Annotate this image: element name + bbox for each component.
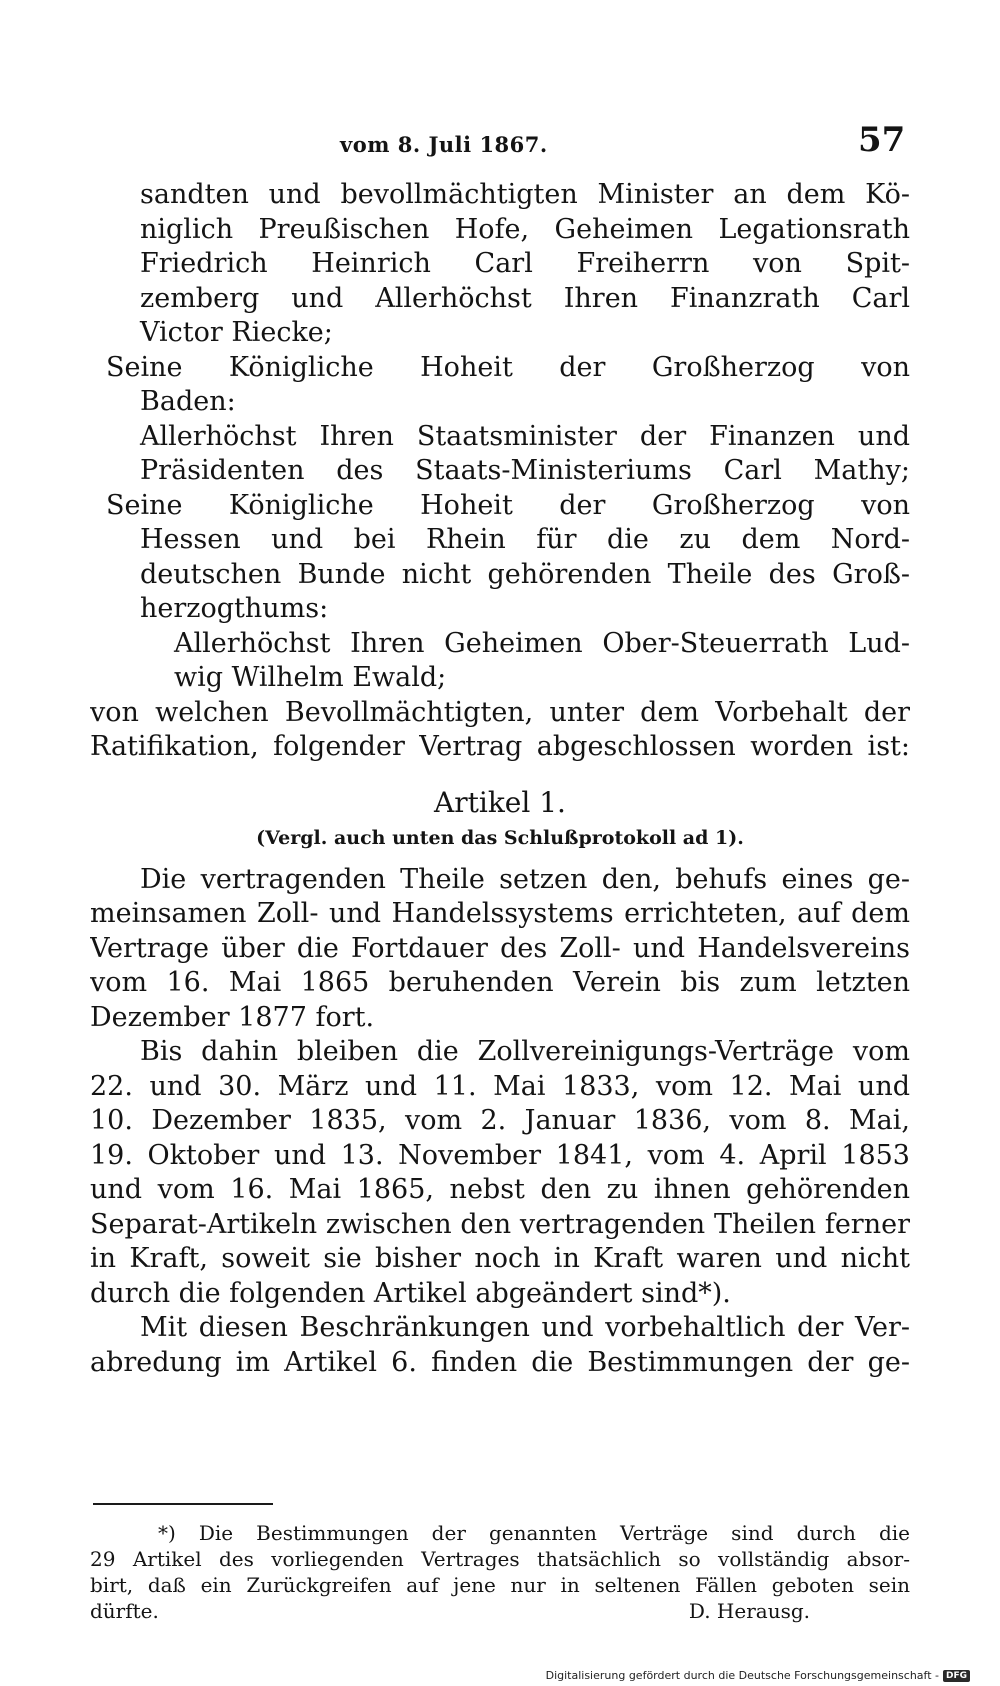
footnote-line: 29 Artikel des vorliegenden Vertrages thatsächlich so vollständig absor- (90, 1547, 910, 1571)
text-line: Seine Königliche Hoheit der Großherzog von (106, 489, 910, 521)
paragraph-2 (90, 1035, 910, 1311)
text-line: in Kraft, soweit sie bisher noch in Kraft waren und nicht (90, 1243, 910, 1274)
text-line: Hessen und bei Rhein für die zu dem Nord- (140, 524, 910, 555)
footnote-line: dürfte. (90, 1599, 159, 1623)
article-title: Artikel 1. (434, 785, 566, 819)
text-line: Vertrage über die Fortdauer des Zoll- und Handelsvereins (90, 932, 910, 964)
digitization-notice (546, 1669, 970, 1682)
text-line: und vom 16. Mai 1865, nebst den zu ihnen gehörenden (90, 1174, 910, 1205)
footnote-last-line (90, 1598, 910, 1624)
text-line: 22. und 30. März und 11. Mai 1833, vom 12. Mai und (90, 1070, 910, 1102)
digitization-notice-text: Digitalisierung gefördert durch die Deutsche Forschungsgemeinschaft - (545, 1669, 939, 1682)
text-line: niglich Preußischen Hofe, Geheimen Legationsrath (140, 213, 910, 245)
running-head: vom 8. Juli 1867. (340, 132, 548, 157)
footnote-divider (93, 1503, 273, 1505)
text-line: vom 16. Mai 1865 beruhenden Verein bis zum letzten (90, 967, 910, 998)
text-line: Seine Königliche Hoheit der Großherzog von (106, 351, 910, 383)
text-line: Baden: (140, 386, 236, 417)
article-heading (90, 783, 910, 853)
text-line: herzogthums: (140, 593, 329, 624)
text-line: Friedrich Heinrich Carl Freiherrn von Spit- (140, 248, 910, 279)
text-line: Victor Riecke; (140, 317, 333, 348)
text-line: Allerhöchst Ihren Staatsminister der Finanzen und (140, 420, 910, 452)
text-line: Allerhöchst Ihren Geheimen Ober-Steuerrath Lud- (174, 627, 910, 659)
text-line: durch die folgenden Artikel abgeändert sind*). (90, 1277, 731, 1309)
footnote (90, 1520, 910, 1624)
main-text (90, 178, 910, 1380)
paragraph-1 (90, 863, 910, 1036)
text-line: Dezember 1877 fort. (90, 1001, 375, 1033)
text-line: Ratifikation, folgender Vertrag abgeschlossen worden ist: (90, 731, 910, 762)
text-line: 19. Oktober und 13. November 1841, vom 4. April 1853 (90, 1139, 910, 1171)
text-line: Die vertragenden Theile setzen den, behufs eines ge- (140, 863, 910, 895)
text-line: sandten und bevollmächtigten Minister an dem Kö- (140, 179, 910, 210)
text-line: Separat-Artikeln zwischen den vertragenden Theilen ferner (90, 1208, 910, 1240)
footnote-signature: D. Herausg. (688, 1599, 810, 1623)
footnote-line: *) Die Bestimmungen der genannten Verträge sind durch die (158, 1521, 910, 1545)
text-line: Präsidenten des Staats-Ministeriums Carl Mathy; (140, 455, 910, 486)
text-line: wig Wilhelm Ewald; (174, 662, 447, 693)
text-line: meinsamen Zoll- und Handelssystems errichteten, auf dem (90, 898, 910, 929)
paragraph-3 (90, 1311, 910, 1380)
article-reference: (Vergl. auch unten das Schlußprotokoll ad 1). (256, 826, 744, 849)
text-line: Bis dahin bleiben die Zollvereinigungs-Verträge vom (140, 1036, 910, 1067)
text-line: deutschen Bunde nicht gehörenden Theile des Groß- (140, 558, 910, 590)
footnote-line: birt, daß ein Zurückgreifen auf jene nur in seltenen Fällen geboten sein (90, 1573, 910, 1597)
text-line: abredung im Artikel 6. finden die Bestimmungen der ge- (90, 1346, 910, 1378)
text-line: 10. Dezember 1835, vom 2. Januar 1836, vom 8. Mai, (90, 1105, 910, 1136)
text-line: zemberg und Allerhöchst Ihren Finanzrath Carl (140, 282, 910, 314)
page-header (0, 120, 1000, 170)
text-line: von welchen Bevollmächtigten, unter dem Vorbehalt der (90, 696, 910, 728)
dfg-logo-icon: DFG (943, 1670, 970, 1682)
text-line: Mit diesen Beschränkungen und vorbehaltlich der Ver- (140, 1312, 910, 1343)
page-number: 57 (858, 120, 906, 160)
